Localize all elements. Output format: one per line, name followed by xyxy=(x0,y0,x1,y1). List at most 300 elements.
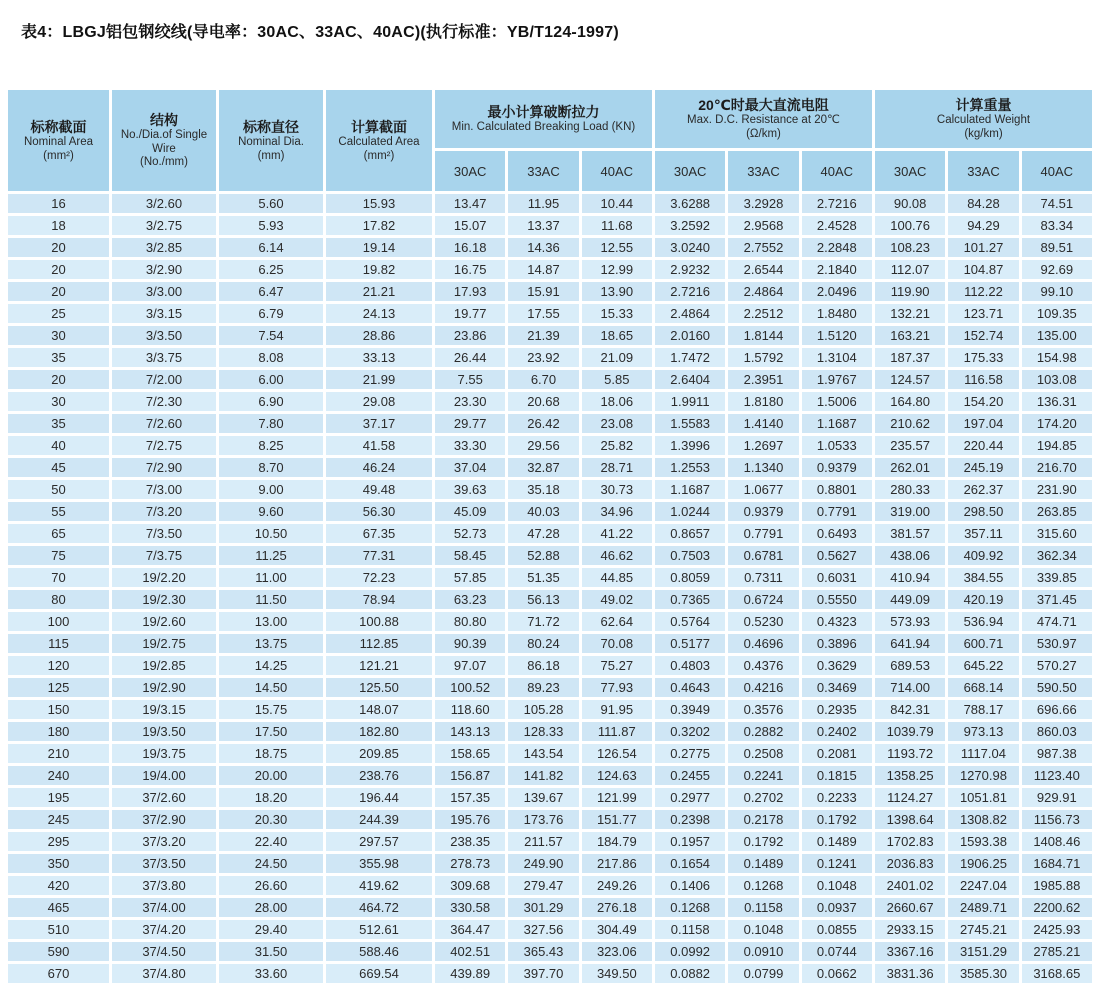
cell: 2.4528 xyxy=(802,216,872,235)
cell: 15.75 xyxy=(219,700,323,719)
cell: 7.54 xyxy=(219,326,323,345)
cell: 438.06 xyxy=(875,546,945,565)
table-row xyxy=(8,436,1092,455)
cell: 278.73 xyxy=(435,854,505,873)
cell: 105.28 xyxy=(508,700,578,719)
table-row xyxy=(8,876,1092,895)
cell: 164.80 xyxy=(875,392,945,411)
cell: 13.75 xyxy=(219,634,323,653)
cell: 40.03 xyxy=(508,502,578,521)
cell: 13.47 xyxy=(435,194,505,213)
cell: 124.57 xyxy=(875,370,945,389)
table-row xyxy=(8,590,1092,609)
cell: 7/2.60 xyxy=(112,414,216,433)
cell: 355.98 xyxy=(326,854,432,873)
cell: 670 xyxy=(8,964,109,983)
cell: 17.93 xyxy=(435,282,505,301)
cell: 29.40 xyxy=(219,920,323,939)
cell: 94.29 xyxy=(948,216,1018,235)
cell: 0.6031 xyxy=(802,568,872,587)
table-row xyxy=(8,832,1092,851)
cell: 13.00 xyxy=(219,612,323,631)
cell: 32.87 xyxy=(508,458,578,477)
cell: 987.38 xyxy=(1022,744,1092,763)
cell: 49.48 xyxy=(326,480,432,499)
table-row xyxy=(8,524,1092,543)
cell: 11.68 xyxy=(582,216,652,235)
cell: 7/3.20 xyxy=(112,502,216,521)
cell: 249.26 xyxy=(582,876,652,895)
cell: 52.73 xyxy=(435,524,505,543)
col-header-nominal-area xyxy=(8,90,109,191)
table-row xyxy=(8,480,1092,499)
cell: 3/2.75 xyxy=(112,216,216,235)
cell: 0.3202 xyxy=(655,722,725,741)
cell: 0.0662 xyxy=(802,964,872,983)
cell: 6.14 xyxy=(219,238,323,257)
cell: 21.99 xyxy=(326,370,432,389)
cell: 2.7552 xyxy=(728,238,798,257)
cell: 15.07 xyxy=(435,216,505,235)
cell: 3/2.85 xyxy=(112,238,216,257)
cell: 2401.02 xyxy=(875,876,945,895)
cell: 75 xyxy=(8,546,109,565)
cell: 19/3.50 xyxy=(112,722,216,741)
table-row xyxy=(8,788,1092,807)
cell: 19/2.85 xyxy=(112,656,216,675)
cell: 3.0240 xyxy=(655,238,725,257)
cell: 19/2.20 xyxy=(112,568,216,587)
cell: 91.95 xyxy=(582,700,652,719)
cell: 2.9568 xyxy=(728,216,798,235)
cell: 86.18 xyxy=(508,656,578,675)
col-header-en: Calculated Area xyxy=(338,135,420,148)
cell: 210 xyxy=(8,744,109,763)
cell: 14.87 xyxy=(508,260,578,279)
cell: 714.00 xyxy=(875,678,945,697)
cell: 0.7503 xyxy=(655,546,725,565)
cell: 211.57 xyxy=(508,832,578,851)
cell: 30 xyxy=(8,326,109,345)
cell: 279.47 xyxy=(508,876,578,895)
cell: 464.72 xyxy=(326,898,432,917)
cell: 0.6493 xyxy=(802,524,872,543)
cell: 600.71 xyxy=(948,634,1018,653)
col-header-unit: (No./mm) xyxy=(140,156,188,169)
cell: 156.87 xyxy=(435,766,505,785)
cell: 276.18 xyxy=(582,898,652,917)
cell: 1684.71 xyxy=(1022,854,1092,873)
cell: 0.8657 xyxy=(655,524,725,543)
group-header-breaking-load xyxy=(435,90,652,148)
cell: 37/4.20 xyxy=(112,920,216,939)
cell: 15.33 xyxy=(582,304,652,323)
cell: 0.2775 xyxy=(655,744,725,763)
cell: 56.13 xyxy=(508,590,578,609)
cell: 28.00 xyxy=(219,898,323,917)
table-row xyxy=(8,260,1092,279)
cell: 157.35 xyxy=(435,788,505,807)
subcol-resistance-33ac: 33AC xyxy=(728,151,798,191)
cell: 37/4.00 xyxy=(112,898,216,917)
cell: 72.23 xyxy=(326,568,432,587)
cell: 2425.93 xyxy=(1022,920,1092,939)
cell: 74.51 xyxy=(1022,194,1092,213)
cell: 590 xyxy=(8,942,109,961)
cell: 154.98 xyxy=(1022,348,1092,367)
cell: 2247.04 xyxy=(948,876,1018,895)
cell: 0.1268 xyxy=(655,898,725,917)
col-header-en: Nominal Dia. xyxy=(238,135,304,148)
cell: 262.01 xyxy=(875,458,945,477)
cell: 173.76 xyxy=(508,810,578,829)
cell: 0.1406 xyxy=(655,876,725,895)
cell: 409.92 xyxy=(948,546,1018,565)
cell: 23.86 xyxy=(435,326,505,345)
cell: 304.49 xyxy=(582,920,652,939)
subcol-breaking-33ac: 33AC xyxy=(508,151,578,191)
cell: 0.4803 xyxy=(655,656,725,675)
cell: 20 xyxy=(8,370,109,389)
cell: 1.5583 xyxy=(655,414,725,433)
table-row xyxy=(8,326,1092,345)
spec-table xyxy=(5,87,1095,986)
cell: 7/2.90 xyxy=(112,458,216,477)
cell: 37/3.50 xyxy=(112,854,216,873)
col-header-zh: 标称直径 xyxy=(243,118,299,135)
cell: 350 xyxy=(8,854,109,873)
cell: 6.90 xyxy=(219,392,323,411)
cell: 2.6544 xyxy=(728,260,798,279)
cell: 19.77 xyxy=(435,304,505,323)
cell: 842.31 xyxy=(875,700,945,719)
cell: 40 xyxy=(8,436,109,455)
cell: 364.47 xyxy=(435,920,505,939)
cell: 13.37 xyxy=(508,216,578,235)
col-header-unit: (mm²) xyxy=(43,149,74,162)
cell: 19/3.15 xyxy=(112,700,216,719)
cell: 58.45 xyxy=(435,546,505,565)
cell: 0.9379 xyxy=(802,458,872,477)
cell: 152.74 xyxy=(948,326,1018,345)
subcol-breaking-30ac: 30AC xyxy=(435,151,505,191)
cell: 14.25 xyxy=(219,656,323,675)
cell: 419.62 xyxy=(326,876,432,895)
cell: 23.08 xyxy=(582,414,652,433)
cell: 0.1654 xyxy=(655,854,725,873)
cell: 51.35 xyxy=(508,568,578,587)
cell: 2.1840 xyxy=(802,260,872,279)
cell: 70.08 xyxy=(582,634,652,653)
cell: 0.2882 xyxy=(728,722,798,741)
table-row xyxy=(8,612,1092,631)
cell: 263.85 xyxy=(1022,502,1092,521)
cell: 143.54 xyxy=(508,744,578,763)
col-header-zh: 计算截面 xyxy=(351,118,407,135)
cell: 0.4323 xyxy=(802,612,872,631)
cell: 57.85 xyxy=(435,568,505,587)
cell: 0.5230 xyxy=(728,612,798,631)
cell: 2660.67 xyxy=(875,898,945,917)
cell: 0.2081 xyxy=(802,744,872,763)
cell: 20.30 xyxy=(219,810,323,829)
cell: 245 xyxy=(8,810,109,829)
subcol-weight-40ac: 40AC xyxy=(1022,151,1092,191)
cell: 570.27 xyxy=(1022,656,1092,675)
group-header-en: Max. D.C. Resistance at 20℃ xyxy=(687,114,840,127)
table-row xyxy=(8,766,1092,785)
subcol-weight-30ac: 30AC xyxy=(875,151,945,191)
cell: 323.06 xyxy=(582,942,652,961)
cell: 46.62 xyxy=(582,546,652,565)
cell: 125 xyxy=(8,678,109,697)
cell: 104.87 xyxy=(948,260,1018,279)
table-row xyxy=(8,722,1092,741)
cell: 217.86 xyxy=(582,854,652,873)
cell: 97.07 xyxy=(435,656,505,675)
cell: 30.73 xyxy=(582,480,652,499)
cell: 75.27 xyxy=(582,656,652,675)
table-header xyxy=(8,90,1092,191)
cell: 1.3104 xyxy=(802,348,872,367)
cell: 37.04 xyxy=(435,458,505,477)
cell: 588.46 xyxy=(326,942,432,961)
cell: 249.90 xyxy=(508,854,578,873)
table-row xyxy=(8,810,1092,829)
cell: 6.47 xyxy=(219,282,323,301)
cell: 1.8144 xyxy=(728,326,798,345)
cell: 0.7791 xyxy=(728,524,798,543)
cell: 669.54 xyxy=(326,964,432,983)
cell: 0.1268 xyxy=(728,876,798,895)
cell: 10.50 xyxy=(219,524,323,543)
cell: 530.97 xyxy=(1022,634,1092,653)
cell: 3/3.15 xyxy=(112,304,216,323)
cell: 0.0882 xyxy=(655,964,725,983)
cell: 45 xyxy=(8,458,109,477)
cell: 37/3.80 xyxy=(112,876,216,895)
cell: 2.0160 xyxy=(655,326,725,345)
cell: 240 xyxy=(8,766,109,785)
cell: 1.8480 xyxy=(802,304,872,323)
cell: 19/2.75 xyxy=(112,634,216,653)
cell: 112.07 xyxy=(875,260,945,279)
cell: 158.65 xyxy=(435,744,505,763)
col-header-en: No./Dia.of Single Wire xyxy=(120,128,208,155)
cell: 45.09 xyxy=(435,502,505,521)
cell: 1702.83 xyxy=(875,832,945,851)
cell: 47.28 xyxy=(508,524,578,543)
cell: 645.22 xyxy=(948,656,1018,675)
cell: 245.19 xyxy=(948,458,1018,477)
col-header-en: Nominal Area xyxy=(23,135,94,148)
cell: 319.00 xyxy=(875,502,945,521)
cell: 3/2.90 xyxy=(112,260,216,279)
cell: 0.0855 xyxy=(802,920,872,939)
cell: 13.90 xyxy=(582,282,652,301)
cell: 0.0937 xyxy=(802,898,872,917)
cell: 365.43 xyxy=(508,942,578,961)
table-row xyxy=(8,502,1092,521)
cell: 3.6288 xyxy=(655,194,725,213)
cell: 23.92 xyxy=(508,348,578,367)
cell: 1.2697 xyxy=(728,436,798,455)
cell: 0.1158 xyxy=(728,898,798,917)
cell: 41.58 xyxy=(326,436,432,455)
col-header-unit: (mm²) xyxy=(363,149,395,162)
cell: 78.94 xyxy=(326,590,432,609)
cell: 2785.21 xyxy=(1022,942,1092,961)
cell: 0.7311 xyxy=(728,568,798,587)
cell: 33.30 xyxy=(435,436,505,455)
cell: 20 xyxy=(8,282,109,301)
table-row xyxy=(8,942,1092,961)
cell: 410.94 xyxy=(875,568,945,587)
cell: 1.1340 xyxy=(728,458,798,477)
cell: 2200.62 xyxy=(1022,898,1092,917)
cell: 1593.38 xyxy=(948,832,1018,851)
cell: 182.80 xyxy=(326,722,432,741)
cell: 112.22 xyxy=(948,282,1018,301)
cell: 788.17 xyxy=(948,700,1018,719)
cell: 1124.27 xyxy=(875,788,945,807)
cell: 55 xyxy=(8,502,109,521)
cell: 0.1048 xyxy=(802,876,872,895)
cell: 1906.25 xyxy=(948,854,1018,873)
cell: 0.2455 xyxy=(655,766,725,785)
cell: 0.1489 xyxy=(728,854,798,873)
cell: 7/2.75 xyxy=(112,436,216,455)
cell: 184.79 xyxy=(582,832,652,851)
cell: 929.91 xyxy=(1022,788,1092,807)
cell: 0.5764 xyxy=(655,612,725,631)
cell: 6.70 xyxy=(508,370,578,389)
cell: 63.23 xyxy=(435,590,505,609)
cell: 0.4643 xyxy=(655,678,725,697)
cell: 209.85 xyxy=(326,744,432,763)
cell: 330.58 xyxy=(435,898,505,917)
cell: 0.5550 xyxy=(802,590,872,609)
cell: 20 xyxy=(8,260,109,279)
cell: 89.51 xyxy=(1022,238,1092,257)
table-row xyxy=(8,194,1092,213)
cell: 689.53 xyxy=(875,656,945,675)
cell: 19.14 xyxy=(326,238,432,257)
cell: 14.36 xyxy=(508,238,578,257)
cell: 187.37 xyxy=(875,348,945,367)
cell: 44.85 xyxy=(582,568,652,587)
cell: 31.50 xyxy=(219,942,323,961)
cell: 2.4864 xyxy=(728,282,798,301)
cell: 5.60 xyxy=(219,194,323,213)
cell: 139.67 xyxy=(508,788,578,807)
cell: 362.34 xyxy=(1022,546,1092,565)
table-row xyxy=(8,634,1092,653)
cell: 0.3576 xyxy=(728,700,798,719)
cell: 112.85 xyxy=(326,634,432,653)
subcol-breaking-40ac: 40AC xyxy=(582,151,652,191)
cell: 1.2553 xyxy=(655,458,725,477)
table-row xyxy=(8,348,1092,367)
cell: 67.35 xyxy=(326,524,432,543)
cell: 536.94 xyxy=(948,612,1018,631)
cell: 0.2702 xyxy=(728,788,798,807)
cell: 19/2.30 xyxy=(112,590,216,609)
cell: 301.29 xyxy=(508,898,578,917)
cell: 28.86 xyxy=(326,326,432,345)
table-row xyxy=(8,678,1092,697)
cell: 696.66 xyxy=(1022,700,1092,719)
cell: 2036.83 xyxy=(875,854,945,873)
subcol-weight-33ac: 33AC xyxy=(948,151,1018,191)
cell: 33.60 xyxy=(219,964,323,983)
cell: 973.13 xyxy=(948,722,1018,741)
cell: 123.71 xyxy=(948,304,1018,323)
cell: 0.1815 xyxy=(802,766,872,785)
cell: 92.69 xyxy=(1022,260,1092,279)
cell: 80.24 xyxy=(508,634,578,653)
table-row xyxy=(8,216,1092,235)
cell: 125.50 xyxy=(326,678,432,697)
cell: 29.77 xyxy=(435,414,505,433)
cell: 244.39 xyxy=(326,810,432,829)
cell: 150 xyxy=(8,700,109,719)
cell: 180 xyxy=(8,722,109,741)
cell: 52.88 xyxy=(508,546,578,565)
cell: 19/4.00 xyxy=(112,766,216,785)
cell: 29.56 xyxy=(508,436,578,455)
cell: 0.2178 xyxy=(728,810,798,829)
cell: 210.62 xyxy=(875,414,945,433)
cell: 80 xyxy=(8,590,109,609)
table-body xyxy=(8,194,1092,983)
cell: 80.80 xyxy=(435,612,505,631)
cell: 1308.82 xyxy=(948,810,1018,829)
cell: 231.90 xyxy=(1022,480,1092,499)
cell: 120 xyxy=(8,656,109,675)
cell: 384.55 xyxy=(948,568,1018,587)
cell: 0.2398 xyxy=(655,810,725,829)
cell: 0.4216 xyxy=(728,678,798,697)
cell: 0.7365 xyxy=(655,590,725,609)
cell: 9.00 xyxy=(219,480,323,499)
cell: 100.88 xyxy=(326,612,432,631)
cell: 25 xyxy=(8,304,109,323)
cell: 510 xyxy=(8,920,109,939)
cell: 25.82 xyxy=(582,436,652,455)
cell: 1.5792 xyxy=(728,348,798,367)
cell: 121.21 xyxy=(326,656,432,675)
cell: 118.60 xyxy=(435,700,505,719)
cell: 1123.40 xyxy=(1022,766,1092,785)
cell: 195 xyxy=(8,788,109,807)
cell: 77.31 xyxy=(326,546,432,565)
cell: 0.3469 xyxy=(802,678,872,697)
table-row xyxy=(8,458,1092,477)
cell: 3/3.75 xyxy=(112,348,216,367)
table-row xyxy=(8,964,1092,983)
cell: 37/2.90 xyxy=(112,810,216,829)
col-header-structure xyxy=(112,90,216,191)
table-row xyxy=(8,304,1092,323)
cell: 1358.25 xyxy=(875,766,945,785)
subcol-resistance-30ac: 30AC xyxy=(655,151,725,191)
table-row xyxy=(8,282,1092,301)
cell: 100 xyxy=(8,612,109,631)
cell: 18.06 xyxy=(582,392,652,411)
cell: 339.85 xyxy=(1022,568,1092,587)
cell: 24.50 xyxy=(219,854,323,873)
